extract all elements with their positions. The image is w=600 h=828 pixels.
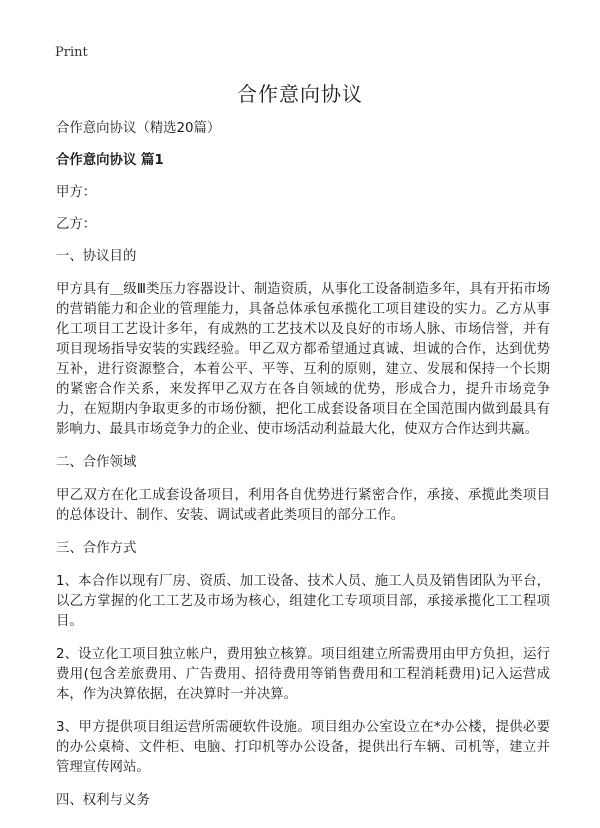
section-title-purpose: 一、协议目的: [56, 249, 137, 264]
section-title-scope: 二、合作领域: [56, 455, 137, 470]
paragraph-method-1: 1、本合作以现有厂房、资质、加工设备、技术人员、施工人员及销售团队为平台，以乙方掌握的化工工艺及市场为核心，组建化工专项项目部，承接承揽化工工程项目。: [56, 574, 550, 629]
paragraph-scope: 甲乙双方在化工成套设备项目，利用各自优势进行紧密合作，承接、承揽此类项目的总体设计、制作、安装、调试或者此类项目的部分工作。: [56, 488, 550, 523]
paragraph-method-2: 2、设立化工项目独立帐户，费用独立核算。项目组建立所需费用由甲方负担，运行费用(包含差旅费用、广告费用、招待费用等销售费用和工程消耗费用)记入运营成本，作为决算依据，在决算时一并决算。: [56, 647, 550, 702]
print-link[interactable]: Print: [55, 45, 88, 60]
paragraph-purpose: 甲方具有＿级Ⅲ类压力容器设计、制造资质，从事化工设备制造多年，具有开拓市场的营销能力和企业的管理能力，具备总体承包承揽化工项目建设的实力。乙方从事化工项目工艺设计多年，有成熟的工艺技术以及良好的市场人脉、市场信誉，并有项目现场指导安装的实践经验。甲乙双方都希望通过真诚、坦诚的合作，达到优势互补，进行资源整合，本着公平、平等、互利的原则，建立、发展和保持一个长期的紧密合作关系，来发挥甲乙双方在各自领域的优势，形成合力，提升市场竞争力，在短期内争取更多的市场份额，把化工成套设备项目在全国范围内做到最具有影响力、最具市场竞争力的企业、使市场活动利益最大化，使双方合作达到共赢。: [56, 282, 550, 437]
document-subtitle: 合作意向协议（精选20篇）: [56, 121, 221, 136]
party-a-field: 甲方：: [56, 185, 97, 200]
document-title: 合作意向协议: [237, 82, 363, 106]
paragraph-method-3: 3、甲方提供项目组运营所需硬软件设施。项目组办公室设立在*办公楼，提供必要的办公桌椅、文件柜、电脑、打印机等办公设备，提供出行车辆、司机等，建立并管理宣传网站。: [56, 720, 550, 775]
document-body: [56, 119, 550, 824]
party-b-field: 乙方：: [56, 217, 97, 232]
section-heading: 合作意向协议 篇1: [56, 153, 164, 168]
section-title-method: 三、合作方式: [56, 541, 137, 556]
section-title-rights: 四、权利与义务: [56, 793, 150, 808]
